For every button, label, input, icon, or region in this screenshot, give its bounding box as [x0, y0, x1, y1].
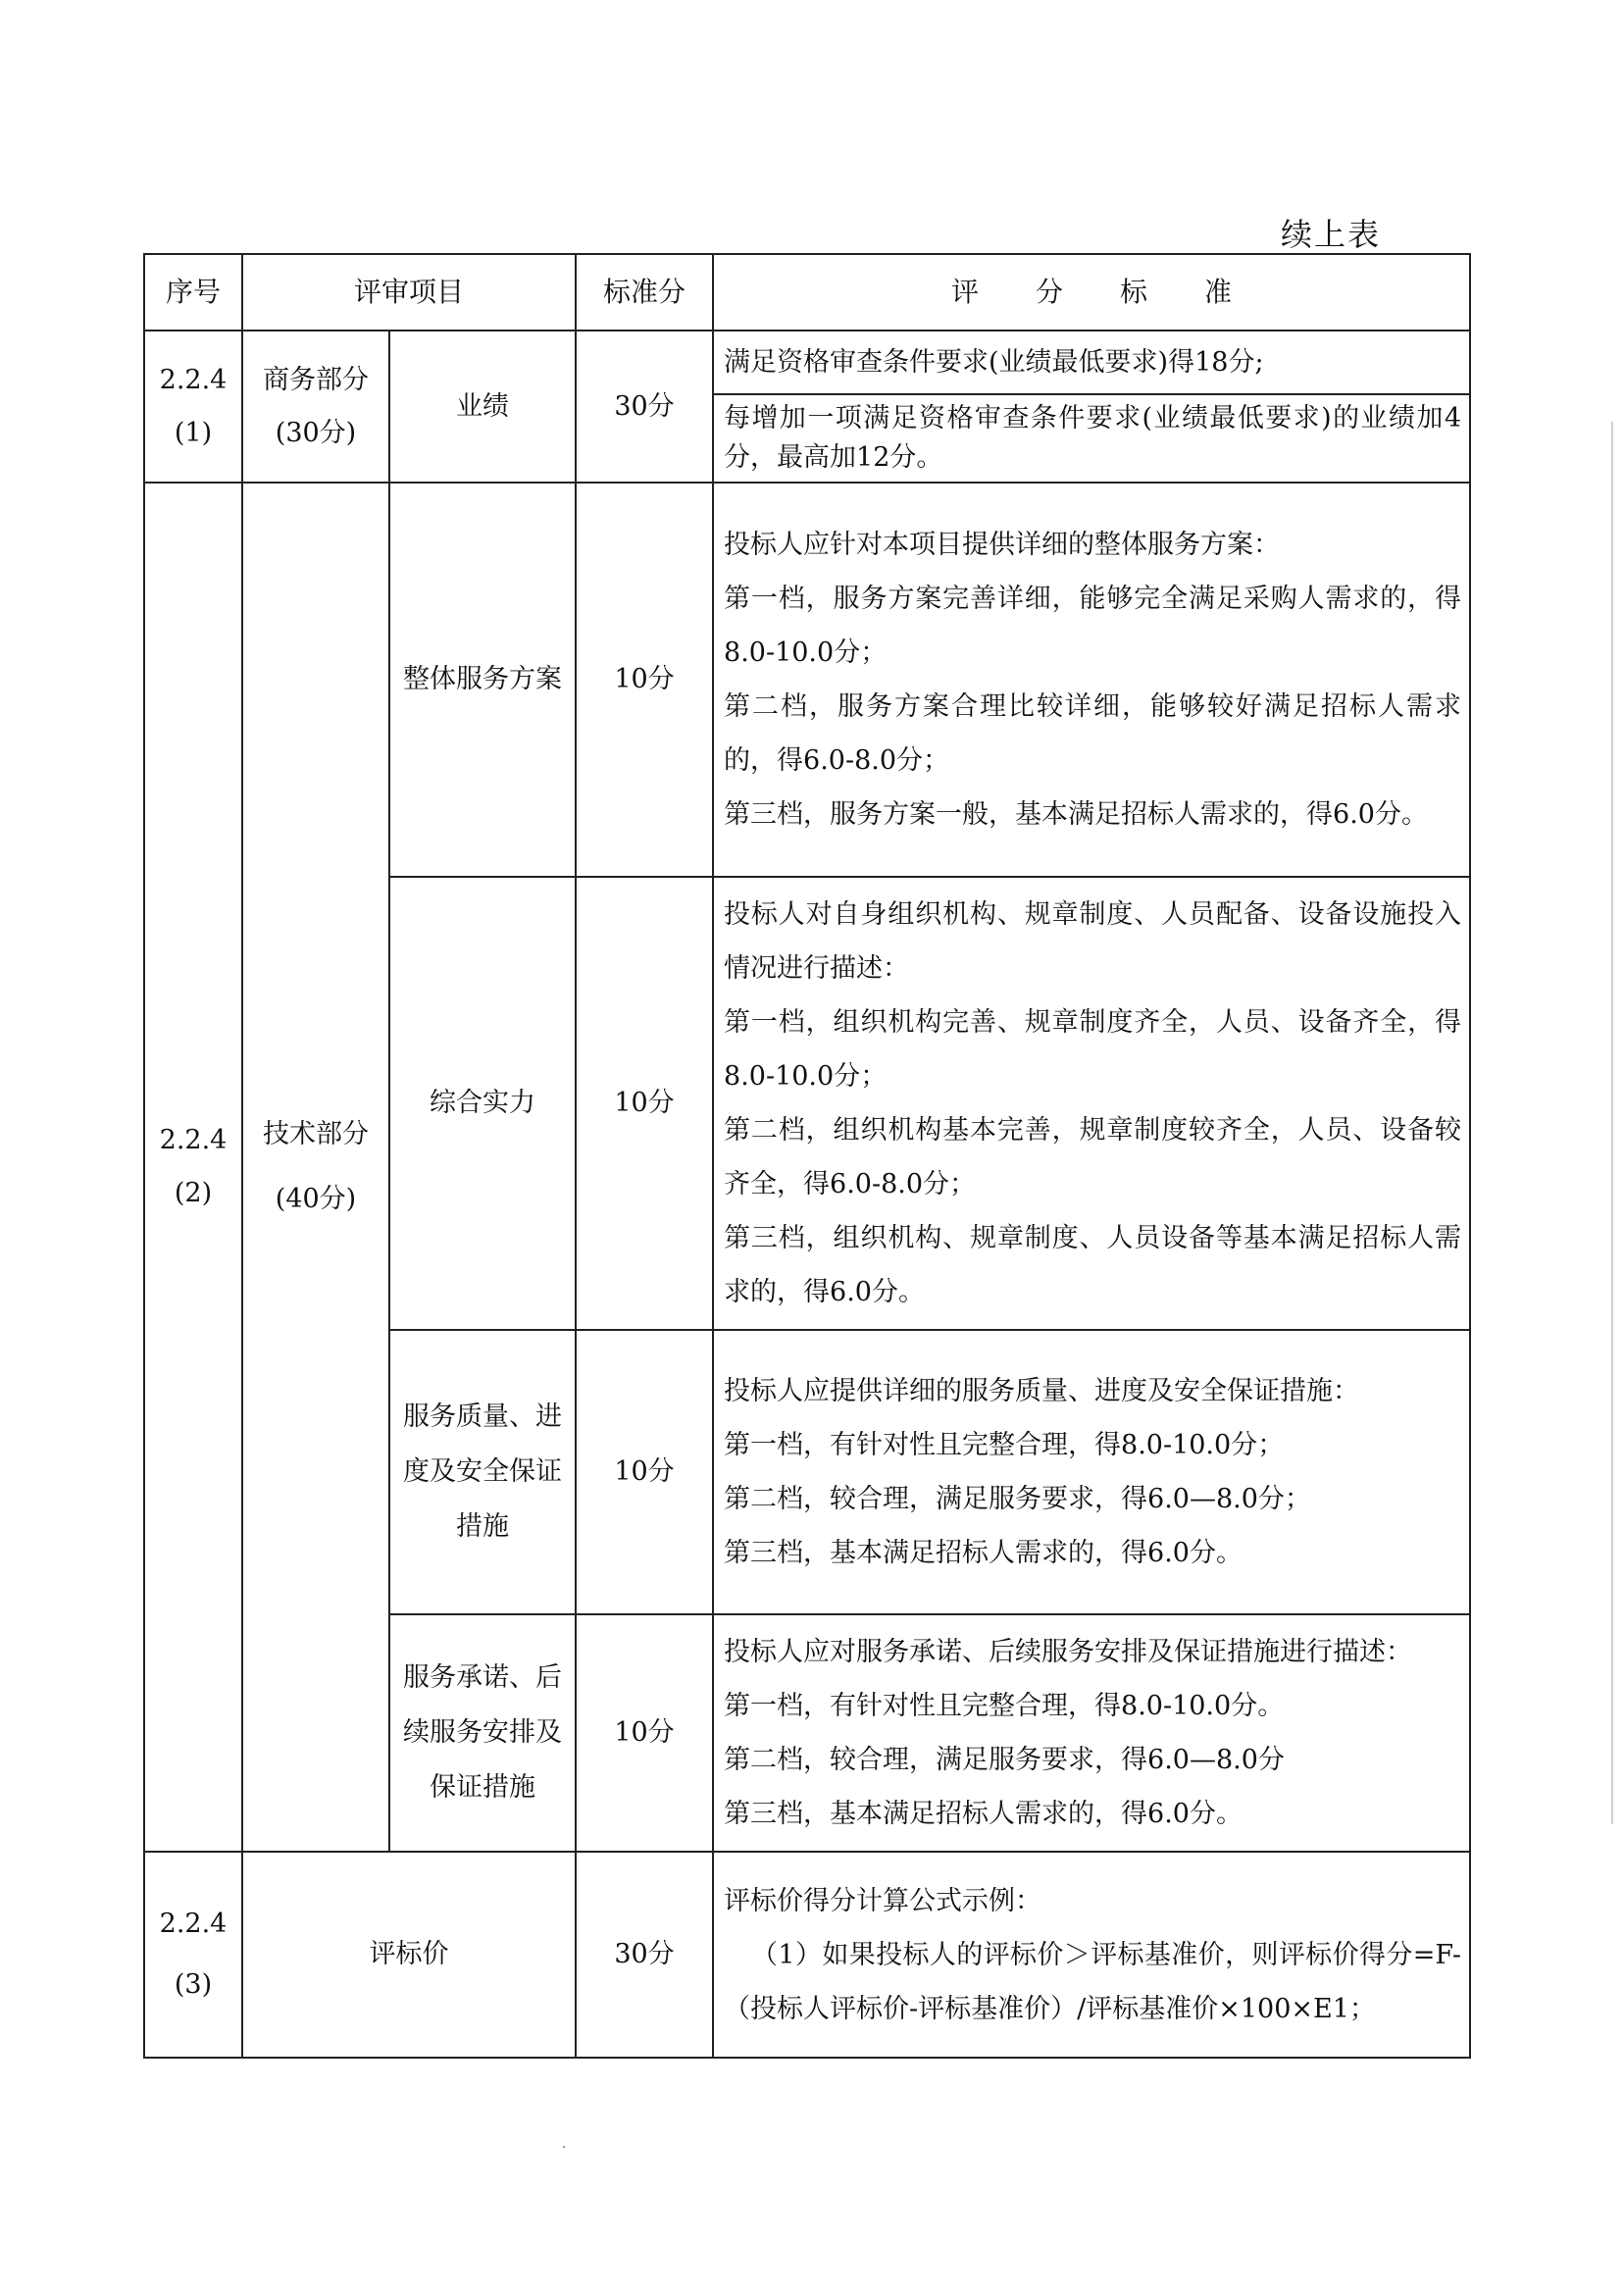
criteria-line: 投标人对自身组织机构、规章制度、人员配备、设备设施投入情况进行描述：: [724, 899, 1462, 984]
header-seq: 序号: [144, 254, 242, 331]
criteria-line: 第二档，较合理，满足服务要求，得6.0—8.0分；: [724, 1484, 1311, 1514]
criteria-line: 投标人应针对本项目提供详细的整体服务方案：: [724, 530, 1281, 560]
scoring-table: [143, 253, 1471, 2059]
table-header-row: [144, 254, 1470, 331]
criteria-line: 第三档，服务方案一般，基本满足招标人需求的，得6.0分。: [724, 799, 1428, 830]
criteria-line: 第三档，组织机构、规章制度、人员设备等基本满足招标人需求的，得6.0分。: [724, 1223, 1462, 1307]
header-item: 评审项目: [242, 254, 576, 331]
score-quality-safety-measures: 10分: [576, 1330, 713, 1614]
criteria-line: （1）如果投标人的评标价＞评标基准价，则评标价得分=F-（投标人评标价-评标基准价）/评标基准价×100×E1；: [724, 1939, 1462, 2024]
seq-technical: 2.2.4 (2): [144, 483, 242, 1852]
criteria-line: 第二档，服务方案合理比较详细，能够较好满足招标人需求的，得6.0-8.0分；: [724, 691, 1462, 776]
item-quality-safety-measures: 服务质量、进度及安全保证措施: [389, 1330, 576, 1614]
table-row-technical-1: [144, 483, 1470, 877]
criteria-line: 第一档，组织机构完善、规章制度齐全，人员、设备齐全，得8.0-10.0分；: [724, 1007, 1462, 1092]
table-row-business-1: [144, 331, 1470, 394]
score-service-commitment: 10分: [576, 1614, 713, 1852]
score-bid-price: 30分: [576, 1852, 713, 2058]
score-performance: 30分: [576, 331, 713, 483]
criteria-line: 评标价得分计算公式示例：: [724, 1885, 1042, 1916]
criteria-overall-strength: [713, 877, 1470, 1330]
seq-price: 2.2.4 (3): [144, 1852, 242, 2058]
item-service-commitment: 服务承诺、后续服务安排及保证措施: [389, 1614, 576, 1852]
item-overall-strength: 综合实力: [389, 877, 576, 1330]
header-score: 标准分: [576, 254, 713, 331]
score-overall-service-plan: 10分: [576, 483, 713, 877]
seq-business: 2.2.4 (1): [144, 331, 242, 483]
header-criteria: 评分标准: [713, 254, 1470, 331]
item-bid-price: 评标价: [242, 1852, 576, 2058]
table-row-price: [144, 1852, 1470, 2058]
criteria-line: 第一档，有针对性且完整合理，得8.0-10.0分；: [724, 1430, 1285, 1460]
criteria-line: 投标人应对服务承诺、后续服务安排及保证措施进行描述：: [724, 1637, 1413, 1667]
category-business: 商务部分 (30分): [242, 331, 389, 483]
category-technical: 技术部分 (40分): [242, 483, 389, 1852]
scan-margin-line: [1611, 422, 1613, 1824]
criteria-line: 第三档，基本满足招标人需求的，得6.0分。: [724, 1799, 1243, 1829]
criteria-line: 第二档，组织机构基本完善，规章制度较齐全，人员、设备较齐全，得6.0-8.0分；: [724, 1115, 1462, 1199]
criteria-performance-extra: 每增加一项满足资格审查条件要求(业绩最低要求)的业绩加4分，最高加12分。: [713, 394, 1470, 483]
criteria-bid-price: [713, 1852, 1470, 2058]
criteria-line: 第一档，有针对性且完整合理，得8.0-10.0分。: [724, 1691, 1285, 1721]
criteria-performance-base: 满足资格审查条件要求(业绩最低要求)得18分;: [713, 331, 1470, 394]
criteria-line: 投标人应提供详细的服务质量、进度及安全保证措施：: [724, 1376, 1360, 1406]
criteria-line: 第一档，服务方案完善详细，能够完全满足采购人需求的，得8.0-10.0分；: [724, 584, 1462, 668]
criteria-service-commitment: [713, 1614, 1470, 1852]
item-overall-service-plan: 整体服务方案: [389, 483, 576, 877]
criteria-overall-service-plan: [713, 483, 1470, 877]
score-overall-strength: 10分: [576, 877, 713, 1330]
criteria-line: 第三档，基本满足招标人需求的，得6.0分。: [724, 1538, 1243, 1568]
item-performance: 业绩: [389, 331, 576, 483]
criteria-quality-safety-measures: [713, 1330, 1470, 1614]
continuation-label: 续上表: [1280, 216, 1381, 253]
scan-speck: [563, 2146, 565, 2148]
criteria-line: 第二档，较合理，满足服务要求，得6.0—8.0分: [724, 1745, 1285, 1775]
